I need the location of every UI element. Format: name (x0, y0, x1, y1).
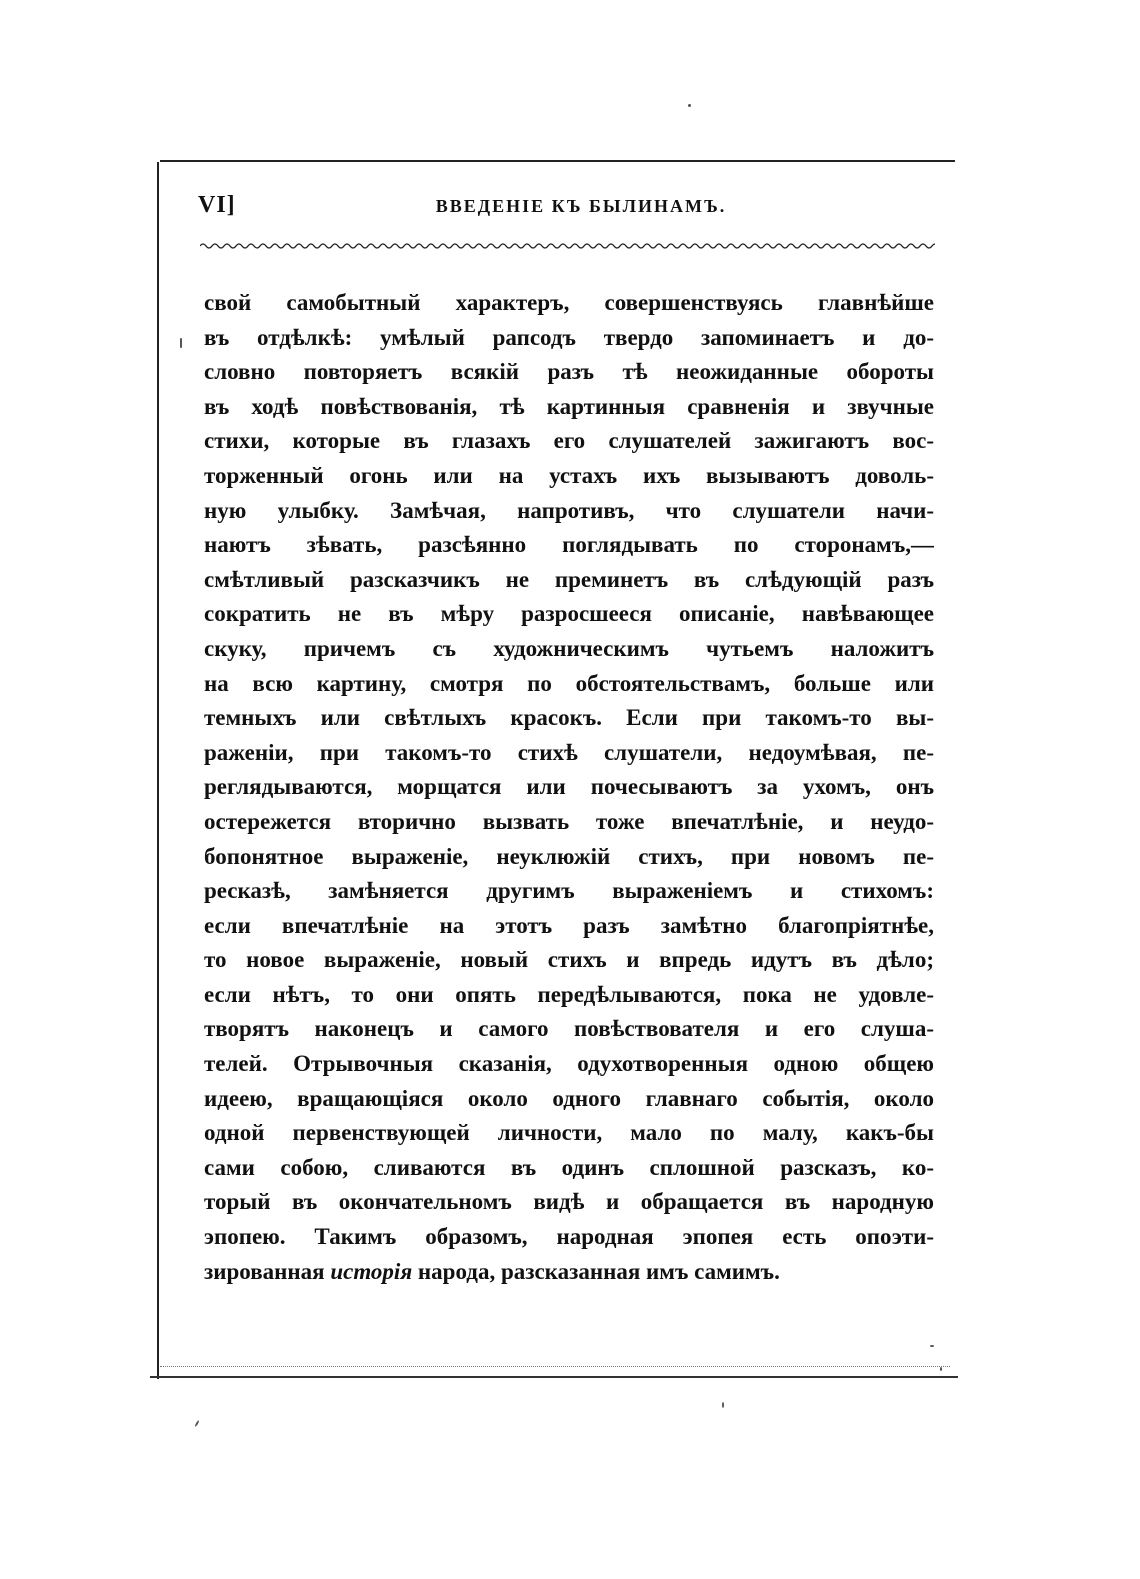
text-line: сократить не въ мѣру разросшееся описаніе, навѣвающее (204, 601, 934, 627)
text-line: раженіи, при такомъ-то стихѣ слушатели, недоумѣвая, пе- (204, 739, 934, 765)
text-line: торженный огонь или на устахъ ихъ вызываютъ доволь- (204, 462, 934, 488)
scan-speck (940, 1367, 942, 1371)
page-number: VI] (198, 192, 236, 218)
page-frame-bottom-rule (150, 1376, 958, 1378)
text-line: скуку, причемъ съ художническимъ чутьемъ наложитъ (204, 635, 934, 661)
text-line: творятъ наконецъ и самого повѣствователя и его слуша- (204, 1016, 934, 1042)
text-line-last (204, 1255, 934, 1290)
text-line: въ отдѣлкѣ: умѣлый рапсодъ твердо запоминаетъ и до- (204, 324, 934, 350)
text-line: ресказѣ, замѣняется другимъ выраженіемъ и стихомъ: (204, 878, 934, 904)
scan-speck (194, 1420, 199, 1427)
text-line: наютъ зѣвать, разсѣянно поглядывать по сторонамъ,— (204, 532, 934, 558)
text-line: стихи, которые въ глазахъ его слушателей зажигаютъ вос- (204, 428, 934, 454)
text-line: сами собою, сливаются въ одинъ сплошной разсказъ, ко- (204, 1154, 934, 1180)
text-line: смѣтливый разсказчикъ не преминетъ въ слѣдующій разъ (204, 566, 934, 592)
text-line: одной первенствующей личности, мало по малу, какъ-бы (204, 1120, 934, 1146)
text-line: словно повторяетъ всякій разъ тѣ неожиданные обороты (204, 359, 934, 385)
text-line: ную улыбку. Замѣчая, напротивъ, что слушатели начи- (204, 497, 934, 523)
wavy-header-rule (200, 241, 935, 251)
text-line: на всю картину, смотря по обстоятельствамъ, больше или (204, 670, 934, 696)
text-line: въ ходѣ повѣствованія, тѣ картинныя сравненія и звучные (204, 393, 934, 419)
text-line: если впечатлѣніе на этотъ разъ замѣтно благопріятнѣе, (204, 912, 934, 938)
page-frame-left-rule (157, 162, 159, 1379)
text-line: эпопею. Такимъ образомъ, народная эпопея есть опоэти- (204, 1224, 934, 1250)
scan-speck (722, 1402, 724, 1408)
text-line: то новое выраженіе, новый стихъ и впредь идутъ въ дѣло; (204, 947, 934, 973)
last-line-start: зированная (204, 1258, 331, 1284)
text-line: бопонятное выраженіе, неуклюжій стихъ, при новомъ пе- (204, 843, 934, 869)
text-line: остережется вторично вызвать тоже впечатлѣніе, и неудо- (204, 808, 934, 834)
running-header (198, 192, 934, 232)
page-frame-top-rule (160, 160, 955, 162)
text-line: свой самобытный характеръ, совершенствуясь главнѣйше (204, 290, 934, 315)
scan-speck (688, 104, 691, 107)
page-frame-bottom-dotted-rule (160, 1366, 950, 1367)
text-line: если нѣтъ, то они опять передѣлываются, пока не удовле- (204, 981, 934, 1007)
text-line: телей. Отрывочныя сказанія, одухотворенныя одною общею (204, 1051, 934, 1077)
scan-speck (930, 1345, 934, 1347)
body-text (204, 286, 934, 1289)
text-line: реглядываются, морщатся или почесываютъ за ухомъ, онъ (204, 774, 934, 800)
last-line-end: народа, разсказанная имъ самимъ. (412, 1258, 780, 1284)
text-line: торый въ окончательномъ видѣ и обращается въ народную (204, 1189, 934, 1215)
running-title: ВВЕДЕНІЕ КЪ БЫЛИНАМЪ. (435, 196, 727, 216)
text-line: темныхъ или свѣтлыхъ красокъ. Если при такомъ-то вы- (204, 705, 934, 731)
italic-word: исторія (330, 1258, 413, 1284)
scan-speck (180, 338, 182, 348)
text-line: идеею, вращающіяся около одного главнаго событія, около (204, 1085, 934, 1111)
